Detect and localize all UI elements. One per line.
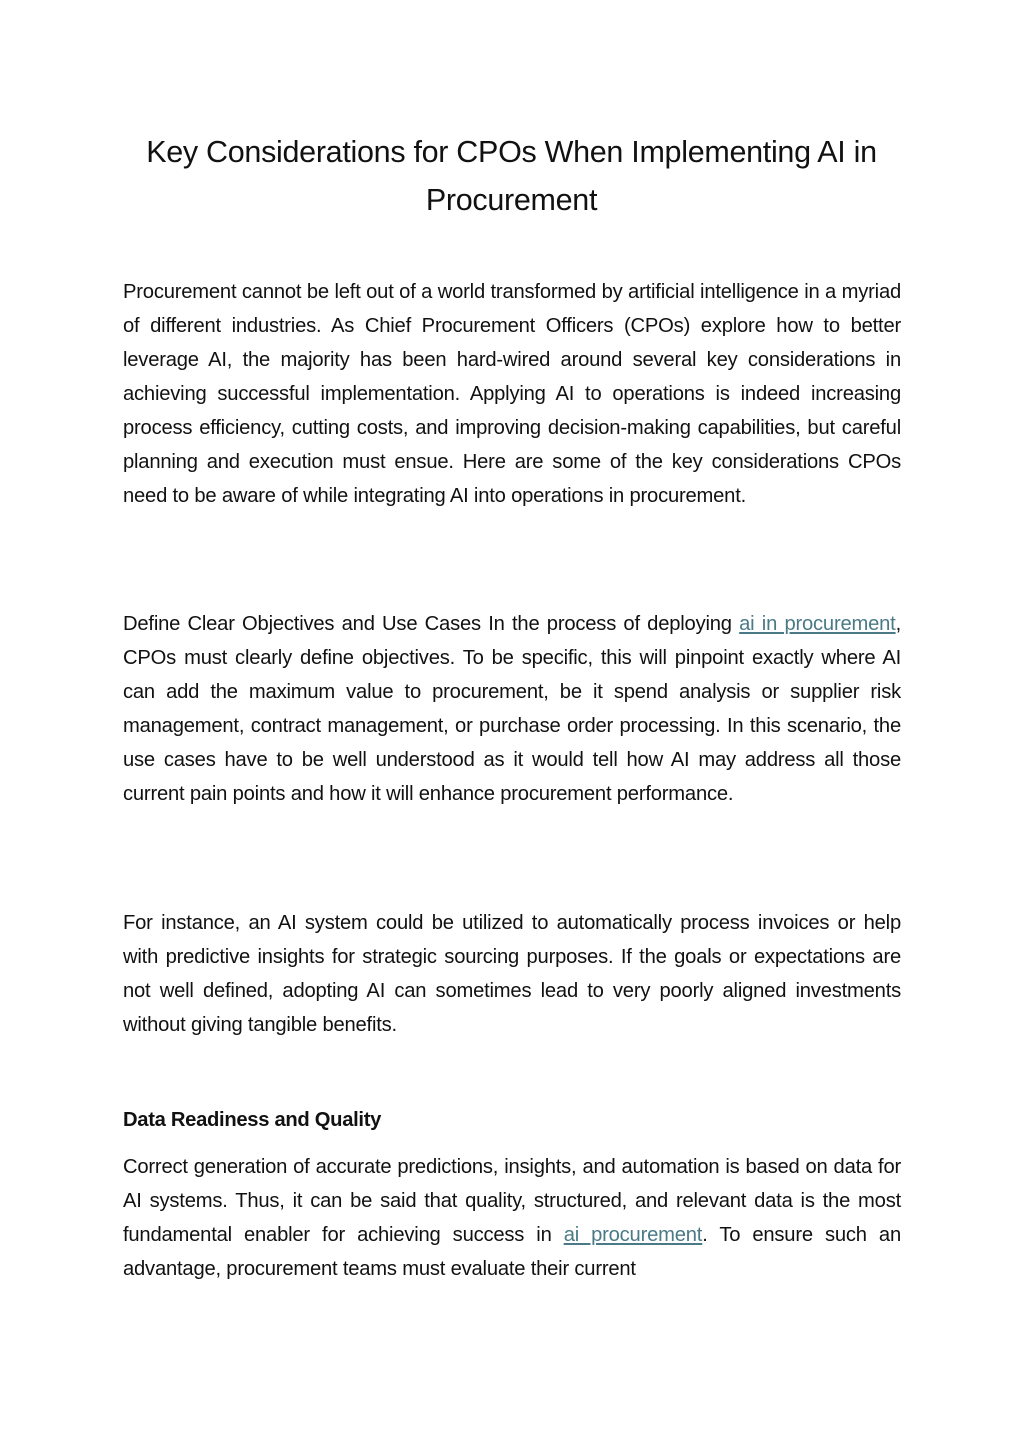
data-text-after: . To ensure such an advantage, procurement teams must evaluate their current xyxy=(123,1224,901,1280)
document-title: Key Considerations for CPOs When Implementing AI in Procurement xyxy=(146,135,877,217)
ai-procurement-link[interactable]: ai procurement xyxy=(563,1224,703,1246)
objectives-text-before: Define Clear Objectives and Use Cases In the process of deploying xyxy=(123,613,740,635)
instance-paragraph: For instance, an AI system could be utilized to automatically process invoices or help with predictive insights for strategic sourcing purposes. If the goals or expectations are not well defined, adopting AI can sometimes lead to very poorly aligned investments without giving tangible benefits. xyxy=(123,912,901,1036)
intro-paragraph: Procurement cannot be left out of a world transformed by artificial intelligence in a myriad of different industries. As Chief Procurement Officers (CPOs) explore how to better leverage AI, the majority has been hard-wired around several key considerations in achieving successful implementation. Applying AI to operations is indeed increasing process efficiency, cutting costs, and improving decision-making capabilities, but careful planning and execution must ensue. Here are some of the key considerations CPOs need to be aware of while integrating AI into operations in procurement. xyxy=(123,281,901,507)
objectives-text-after: , CPOs must clearly define objectives. To be specific, this will pinpoint exactly where AI can add the maximum value to procurement, be it spend analysis or supplier risk management, contract management, or purchase order processing. In this scenario, the use cases have to be well understood as it would tell how AI may address all those current pain points and how it will enhance procurement performance. xyxy=(123,613,901,805)
data-text-before: Correct generation of accurate predictions, insights, and automation is based on data for AI systems. Thus, it can be said that quality, structured, and relevant data is the most fundamental enabler for achieving success in xyxy=(123,1156,901,1246)
data-readiness-paragraph xyxy=(123,1150,901,1286)
ai-in-procurement-link[interactable]: ai in procurement xyxy=(739,613,896,635)
objectives-paragraph xyxy=(123,607,901,811)
data-readiness-heading: Data Readiness and Quality xyxy=(123,1109,382,1131)
